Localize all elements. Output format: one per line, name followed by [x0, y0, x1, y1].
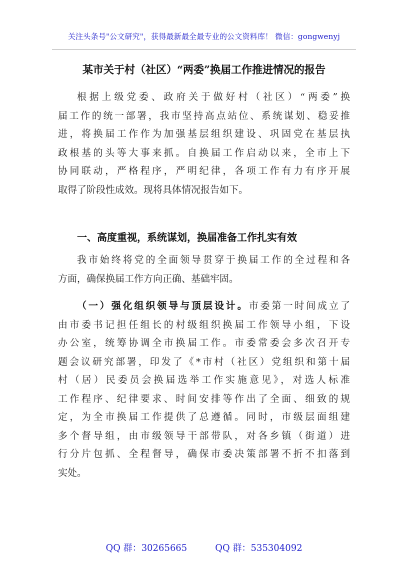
text-line: 多个督导组，由市级领导干部带队，对各乡镇（街道）进 — [58, 430, 350, 442]
section-paragraph — [58, 252, 350, 289]
text-line — [58, 298, 350, 317]
text-line: 题会议研究部署，印发了《*市村（社区）党组织和第十届 — [58, 356, 350, 368]
subsection-text: 市委第一时间成立了 — [248, 301, 350, 312]
text-line: 根据上级党委、政府关于做好村（社区）“两委”换 — [77, 92, 350, 103]
text-line: 协同联动，严格程序，严明纪律，各项工作有力有序开展 — [58, 166, 350, 177]
text-line: 方面，确保换届工作方向正确、基础牢固。 — [58, 273, 239, 285]
text-line: 由市委书记担任组长的村级组织换届工作领导小组，下设 — [58, 319, 350, 331]
footer — [0, 541, 408, 554]
subsection-paragraph — [58, 298, 350, 483]
text-line: 进，将换届工作作为加强基层组织建设、巩固党在基层执 — [58, 129, 350, 140]
text-line: 工作程序、纪律要求、时间安排等作出了全面、细致的规 — [58, 393, 350, 405]
header-banner — [52, 24, 356, 50]
text-line: 实处。 — [58, 467, 87, 479]
intro-paragraph — [58, 89, 350, 200]
subsection-heading: （一）强化组织领导与顶层设计。 — [77, 301, 249, 312]
text-line: 村（居）民委员会换届选举工作实施意见》，对选人标准 — [58, 375, 350, 386]
text-line: 我市始终将党的全面领导贯穿于换届工作的全过程和各 — [77, 255, 350, 266]
text-line: 行分片包抓、全程督导，确保市委决策部署不折不扣落到 — [58, 449, 350, 460]
text-line: 定，为全市换届工作提供了总遵循。同时，市级层面组建 — [58, 412, 350, 423]
header-text: 关注头条号"公文研究"，获得最新最全最专业的公文资料库！ 微信：gongwenyj — [67, 32, 341, 41]
text-line: 届工作的统一部署，我市坚持高点站位、系统谋划、稳妥推 — [58, 110, 350, 122]
text-line: 取得了阶段性成效。现将具体情况报告如下。 — [58, 184, 249, 196]
footer-qq-group-1: QQ 群：30265665 — [105, 544, 188, 554]
text-line: 办公室，统筹协调全市换届工作。市委常委会多次召开专 — [58, 338, 350, 349]
text-line: 政根基的头等大事来抓。自换届工作启动以来，全市上下 — [58, 147, 350, 159]
document-title: 某市关于村（社区）“两委”换届工作推进情况的报告 — [82, 64, 326, 76]
footer-qq-group-2: QQ 群：535304092 — [215, 544, 303, 554]
section-heading: 一、高度重视，系统谋划，换届准备工作扎实有效 — [77, 233, 297, 244]
